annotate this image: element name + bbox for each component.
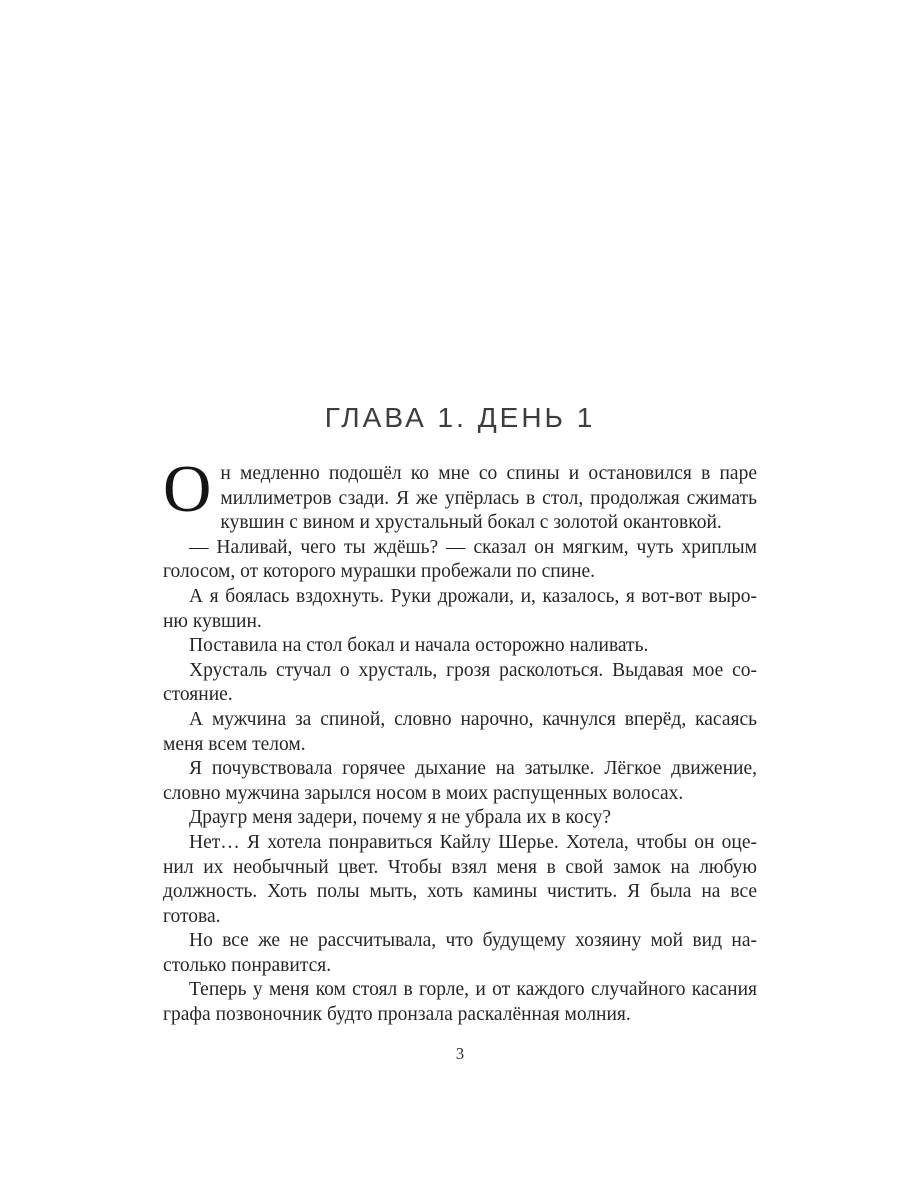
paragraph: А мужчина за спиной, словно нарочно, качнулся вперёд, касаясь меня всем телом. <box>163 708 757 755</box>
body-text <box>163 452 757 1028</box>
page-number: 3 <box>455 1044 465 1063</box>
paragraph: Драугр меня задери, почему я не убрала их в косу? <box>189 807 612 829</box>
paragraph-text: н медленно подошёл ко мне со спины и остановился в паре миллиметров сзади. Я же упёрлась в стол, продолжая сжимать кувшин с вином и хрустальный бокал с золотой окантовкой. <box>220 463 757 534</box>
paragraph: Но все же не рассчитывала, что будущему хозяину мой вид настолько понравится. <box>163 930 757 976</box>
drop-cap: О <box>163 452 212 526</box>
paragraph: Теперь у меня ком стоял в горле, и от каждого случайного касания графа позвоночник будто пронзала раскалённая молния. <box>163 979 757 1026</box>
paragraph: — Наливай, чего ты ждёшь? — сказал он мягким, чуть хриплым голосом, от которого мурашки пробежали по спине. <box>163 536 757 583</box>
page-content <box>163 402 757 1028</box>
paragraph: Я почувствовала горячее дыхание на затылке. Лёгкое движение, словно мужчина зарылся носом в моих распущенных волосах. <box>163 758 757 804</box>
paragraph: А я боялась вздохнуть. Руки дрожали, и, казалось, я вот-вот выроню кувшин. <box>163 585 757 632</box>
paragraph: Нет… Я хотела понравиться Кайлу Шерье. Хотела, чтобы он оценил их необычный цвет. Чтобы взял меня в свой замок на любую должность. Хоть полы мыть, хоть камины чистить. Я была на все готова. <box>163 831 757 927</box>
chapter-title: ГЛАВА 1. ДЕНЬ 1 <box>324 402 596 433</box>
paragraph: Поставила на стол бокал и начала осторожно наливать. <box>189 635 649 657</box>
paragraph: Хрусталь стучал о хрусталь, грозя расколоться. Выдавая мое состояние. <box>163 659 757 706</box>
paragraph-with-dropcap <box>163 452 757 536</box>
